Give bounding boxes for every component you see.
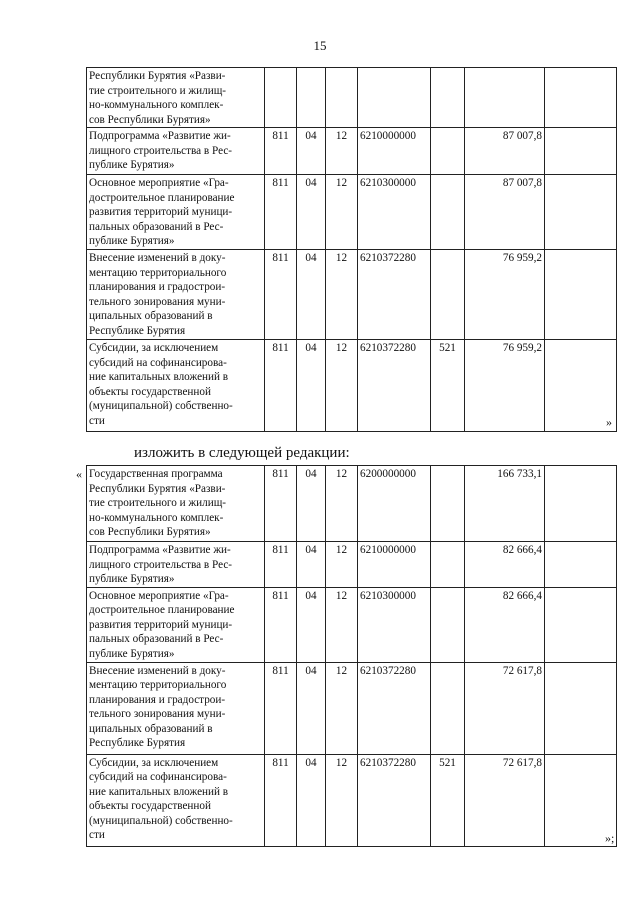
expense-type-cell: 521 [431,754,465,846]
expense-type-cell [431,175,465,250]
target-article-cell: 6210372280 [358,250,431,340]
admin-code-cell: 811 [265,340,297,432]
section-cell: 04 [297,175,326,250]
row-description: Республики Бурятия «Разви- тие строительного и жилищ- но-коммунального комплек- сов Республики Бурятия» [87,68,265,128]
subsection-cell: 12 [326,662,358,754]
amount-cell: 72 617,8 [465,754,545,846]
table-row [87,662,617,754]
target-article-cell: 6210300000 [358,175,431,250]
opening-quote-new: « [76,467,82,481]
table-row [87,466,617,542]
extra-cell [545,587,617,662]
admin-code-cell: 811 [265,542,297,588]
intro-text: изложить в следующей редакции: [134,445,350,461]
amount-cell: 76 959,2 [465,250,545,340]
admin-code-cell: 811 [265,250,297,340]
amount-cell [465,68,545,128]
admin-code-cell: 811 [265,754,297,846]
subsection-cell: 12 [326,250,358,340]
row-description: Основное мероприятие «Гра- достроительное планирование развития территорий муници- пальных образований в Рес- публике Бурятия» [87,175,265,250]
amount-cell: 166 733,1 [465,466,545,542]
row-description: Государственная программа Республики Бурятия «Разви- тие строительного и жилищ- но-коммунального комплек- сов Республики Бурятия» [87,466,265,542]
table-row [87,128,617,175]
row-description: Внесение изменений в доку- ментацию территориального планирования и градострои- тельного зонирования муни- ципальных образований в Республике Бурятия [87,662,265,754]
row-description: Субсидии, за исключением субсидий на софинансирова- ние капитальных вложений в объекты государственной (муниципальной) собственно- сти [87,754,265,846]
row-description: Основное мероприятие «Гра- достроительное планирование развития территорий муници- пальных образований в Рес- публике Бурятия» [87,587,265,662]
extra-cell [545,662,617,754]
budget-table-new [86,465,617,847]
extra-cell [545,542,617,588]
section-cell [297,68,326,128]
extra-cell [545,128,617,175]
section-cell: 04 [297,542,326,588]
expense-type-cell [431,587,465,662]
subsection-cell: 12 [326,340,358,432]
subsection-cell: 12 [326,175,358,250]
subsection-cell: 12 [326,754,358,846]
admin-code-cell [265,68,297,128]
page-number: 15 [313,38,327,53]
amount-cell: 76 959,2 [465,340,545,432]
target-article-cell: 6200000000 [358,466,431,542]
table-row [87,754,617,846]
target-article-cell: 6210372280 [358,754,431,846]
admin-code-cell: 811 [265,466,297,542]
table-row [87,250,617,340]
extra-cell [545,175,617,250]
closing-quote-new: »; [605,831,615,845]
expense-type-cell [431,466,465,542]
subsection-cell [326,68,358,128]
subsection-cell: 12 [326,128,358,175]
amount-cell: 82 666,4 [465,587,545,662]
extra-cell [545,466,617,542]
section-cell: 04 [297,754,326,846]
budget-table-old [86,67,617,432]
row-description: Подпрограмма «Развитие жи- лищного строительства в Рес- публике Бурятия» [87,128,265,175]
amount-cell: 87 007,8 [465,175,545,250]
expense-type-cell [431,128,465,175]
extra-cell [545,68,617,128]
section-cell: 04 [297,662,326,754]
section-cell: 04 [297,128,326,175]
admin-code-cell: 811 [265,128,297,175]
target-article-cell: 6210000000 [358,542,431,588]
admin-code-cell: 811 [265,587,297,662]
target-article-cell: 6210372280 [358,662,431,754]
row-description: Субсидии, за исключением субсидий на софинансирова- ние капитальных вложений в объекты государственной (муниципальной) собственно- сти [87,340,265,432]
subsection-cell: 12 [326,587,358,662]
expense-type-cell [431,250,465,340]
target-article-cell: 6210372280 [358,340,431,432]
table-row [87,68,617,128]
subsection-cell: 12 [326,466,358,542]
table-row [87,587,617,662]
extra-cell [545,250,617,340]
expense-type-cell [431,68,465,128]
amount-cell: 82 666,4 [465,542,545,588]
section-cell: 04 [297,587,326,662]
amount-cell: 72 617,8 [465,662,545,754]
target-article-cell: 6210000000 [358,128,431,175]
table-row [87,175,617,250]
table-row [87,340,617,432]
amount-cell: 87 007,8 [465,128,545,175]
table-row [87,542,617,588]
expense-type-cell: 521 [431,340,465,432]
closing-quote-old: » [606,415,612,429]
section-cell: 04 [297,340,326,432]
expense-type-cell [431,662,465,754]
target-article-cell: 6210300000 [358,587,431,662]
section-cell: 04 [297,466,326,542]
section-cell: 04 [297,250,326,340]
admin-code-cell: 811 [265,662,297,754]
target-article-cell [358,68,431,128]
subsection-cell: 12 [326,542,358,588]
row-description: Внесение изменений в доку- ментацию территориального планирования и градострои- тельного зонирования муни- ципальных образований в Республике Бурятия [87,250,265,340]
row-description: Подпрограмма «Развитие жи- лищного строительства в Рес- публике Бурятия» [87,542,265,588]
admin-code-cell: 811 [265,175,297,250]
expense-type-cell [431,542,465,588]
